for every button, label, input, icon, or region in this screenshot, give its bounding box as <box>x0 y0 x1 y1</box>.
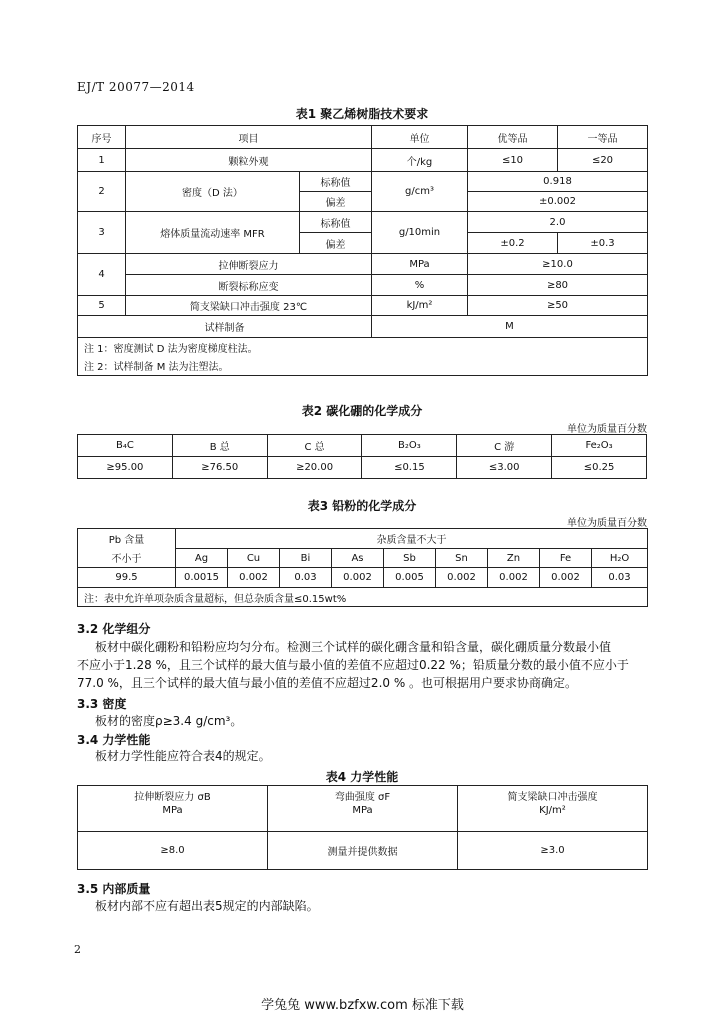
header-cell: As <box>332 549 384 568</box>
section-3-5-text: 板材内部不应有超出表5规定的内部缺陷。 <box>95 899 319 913</box>
table-cell: ≤3.00 <box>457 457 552 479</box>
header-cell: 优等品 <box>468 126 558 149</box>
header-cell: B 总 <box>172 435 267 457</box>
document-code: EJ/T 20077—2014 <box>77 80 195 94</box>
table-row <box>78 435 647 457</box>
table-row <box>78 212 648 233</box>
table-cell: 拉伸断裂应力 <box>126 254 372 275</box>
table-cell: 0.005 <box>384 568 436 588</box>
section-3-3-text: 板材的密度ρ≥3.4 g/cm³。 <box>95 714 243 728</box>
table-row <box>78 149 648 172</box>
header-cell: 不小于 <box>78 549 176 568</box>
table2-title: 表2 碳化硼的化学成分 <box>301 404 423 418</box>
table-cell: ≥3.0 <box>458 832 648 870</box>
table-cell: 偏差 <box>300 233 372 254</box>
table-cell: 偏差 <box>300 192 372 212</box>
table-row <box>78 786 648 805</box>
table-cell: ≤20 <box>558 149 648 172</box>
header-cell: B₄C <box>78 435 173 457</box>
table1-title: 表1 聚乙烯树脂技术要求 <box>295 107 429 121</box>
section-3-4-text: 板材力学性能应符合表4的规定。 <box>95 749 271 763</box>
page-number: 2 <box>74 943 81 956</box>
table-row <box>78 457 647 479</box>
table-cell: 测量并提供数据 <box>268 832 458 870</box>
section-3-5-heading: 3.5 内部质量 <box>77 882 151 896</box>
header-cell: B₂O₃ <box>362 435 457 457</box>
header-cell: Ag <box>176 549 228 568</box>
header-cell: MPa <box>268 805 458 832</box>
table-cell: ±0.002 <box>468 192 648 212</box>
table-cell: ±0.3 <box>558 233 648 254</box>
table2 <box>77 434 647 479</box>
table-row <box>78 568 648 588</box>
table-cell: 5 <box>78 296 126 316</box>
table-cell: 2.0 <box>468 212 648 233</box>
table-cell: 0.002 <box>228 568 280 588</box>
section-3-4-heading: 3.4 力学性能 <box>77 733 151 747</box>
header-cell: C 游 <box>457 435 552 457</box>
header-cell: Bi <box>280 549 332 568</box>
header-cell: KJ/m² <box>458 805 648 832</box>
table-row <box>78 805 648 832</box>
table-cell: ≥50 <box>468 296 648 316</box>
table-cell: 0.918 <box>468 172 648 192</box>
table-row <box>78 549 648 568</box>
table-row <box>78 529 648 549</box>
header-cell: MPa <box>78 805 268 832</box>
table1 <box>77 125 648 376</box>
table-cell: ≥95.00 <box>78 457 173 479</box>
table-cell: 简支梁缺口冲击强度 23℃ <box>126 296 372 316</box>
header-cell: 弯曲强度 σF <box>268 786 458 805</box>
section-3-2-line: 不应小于1.28 %，且三个试样的最大值与最小值的差值不应超过0.22 %；铅质量分数的最小值不应小于 <box>77 658 629 672</box>
table-cell: g/cm³ <box>372 172 468 212</box>
table-note: 注：表中允许单项杂质含量超标，但总杂质含量≤0.15wt% <box>78 588 648 607</box>
table-cell: 2 <box>78 172 126 212</box>
header-cell: 一等品 <box>558 126 648 149</box>
table-row <box>78 338 648 357</box>
table-cell: ±0.2 <box>468 233 558 254</box>
header-cell: 单位 <box>372 126 468 149</box>
table-cell: 标称值 <box>300 172 372 192</box>
table-cell: g/10min <box>372 212 468 254</box>
table-cell: ≥20.00 <box>267 457 362 479</box>
header-cell: 简支梁缺口冲击强度 <box>458 786 648 805</box>
table-cell: 颗粒外观 <box>126 149 372 172</box>
table-cell: 3 <box>78 212 126 254</box>
table-cell: M <box>372 316 648 338</box>
section-3-2-heading: 3.2 化学组分 <box>77 622 151 636</box>
table-row <box>78 275 648 296</box>
header-cell: 序号 <box>78 126 126 149</box>
section-3-2-line: 板材中碳化硼粉和铅粉应均匀分布。检测三个试样的碳化硼含量和铅含量，碳化硼质量分数最小值 <box>95 640 612 654</box>
table-row <box>78 316 648 338</box>
table-cell: kJ/m² <box>372 296 468 316</box>
table-cell: ≥10.0 <box>468 254 648 275</box>
table-cell: 密度（D 法） <box>126 172 300 212</box>
header-cell: C 总 <box>267 435 362 457</box>
table-row <box>78 254 648 275</box>
table-cell: 0.03 <box>280 568 332 588</box>
header-cell: Fe₂O₃ <box>552 435 647 457</box>
table-note: 注 1：密度测试 D 法为密度梯度柱法。 <box>78 338 648 357</box>
table-cell: 0.03 <box>592 568 648 588</box>
table-row <box>78 832 648 870</box>
table-row <box>78 126 648 149</box>
table-row <box>78 357 648 376</box>
table-cell: ≤0.25 <box>552 457 647 479</box>
header-cell: 项目 <box>126 126 372 149</box>
table-cell: 个/kg <box>372 149 468 172</box>
header-cell: Sn <box>436 549 488 568</box>
table-cell: 试样制备 <box>78 316 372 338</box>
table-row <box>78 172 648 192</box>
table3-title: 表3 铅粉的化学成分 <box>307 499 417 513</box>
table-cell: MPa <box>372 254 468 275</box>
header-cell: 杂质含量不大于 <box>176 529 648 549</box>
table3 <box>77 528 648 607</box>
table-cell: 0.0015 <box>176 568 228 588</box>
table-cell: 0.002 <box>540 568 592 588</box>
table4 <box>77 785 648 870</box>
table-row <box>78 296 648 316</box>
table-cell: ≥80 <box>468 275 648 296</box>
header-cell: Sb <box>384 549 436 568</box>
table2-unit-note: 单位为质量百分数 <box>567 424 647 435</box>
header-cell: Cu <box>228 549 280 568</box>
table-row <box>78 588 648 607</box>
header-cell: H₂O <box>592 549 648 568</box>
table-cell: 1 <box>78 149 126 172</box>
table-cell: 断裂标称应变 <box>126 275 372 296</box>
table-cell: 4 <box>78 254 126 296</box>
table-cell: ≥76.50 <box>172 457 267 479</box>
header-cell: Zn <box>488 549 540 568</box>
table-cell: % <box>372 275 468 296</box>
table-note: 注 2：试样制备 M 法为注塑法。 <box>78 357 648 376</box>
table-cell: 0.002 <box>488 568 540 588</box>
table4-title: 表4 力学性能 <box>325 770 399 784</box>
footer-watermark: 学兔兔 www.bzfxw.com 标准下载 <box>261 998 464 1013</box>
section-3-3-heading: 3.3 密度 <box>77 697 127 711</box>
table-cell: ≤0.15 <box>362 457 457 479</box>
table-cell: ≤10 <box>468 149 558 172</box>
table3-unit-note: 单位为质量百分数 <box>567 518 647 529</box>
table-cell: 熔体质量流动速率 MFR <box>126 212 300 254</box>
table-cell: 0.002 <box>436 568 488 588</box>
table-cell: 标称值 <box>300 212 372 233</box>
header-cell: Pb 含量 <box>78 529 176 549</box>
table-cell: 0.002 <box>332 568 384 588</box>
header-cell: Fe <box>540 549 592 568</box>
table-cell: 99.5 <box>78 568 176 588</box>
section-3-2-line: 77.0 %，且三个试样的最大值与最小值的差值不应超过2.0 % 。也可根据用户要求协商确定。 <box>77 676 578 690</box>
header-cell: 拉伸断裂应力 σB <box>78 786 268 805</box>
table-cell: ≥8.0 <box>78 832 268 870</box>
